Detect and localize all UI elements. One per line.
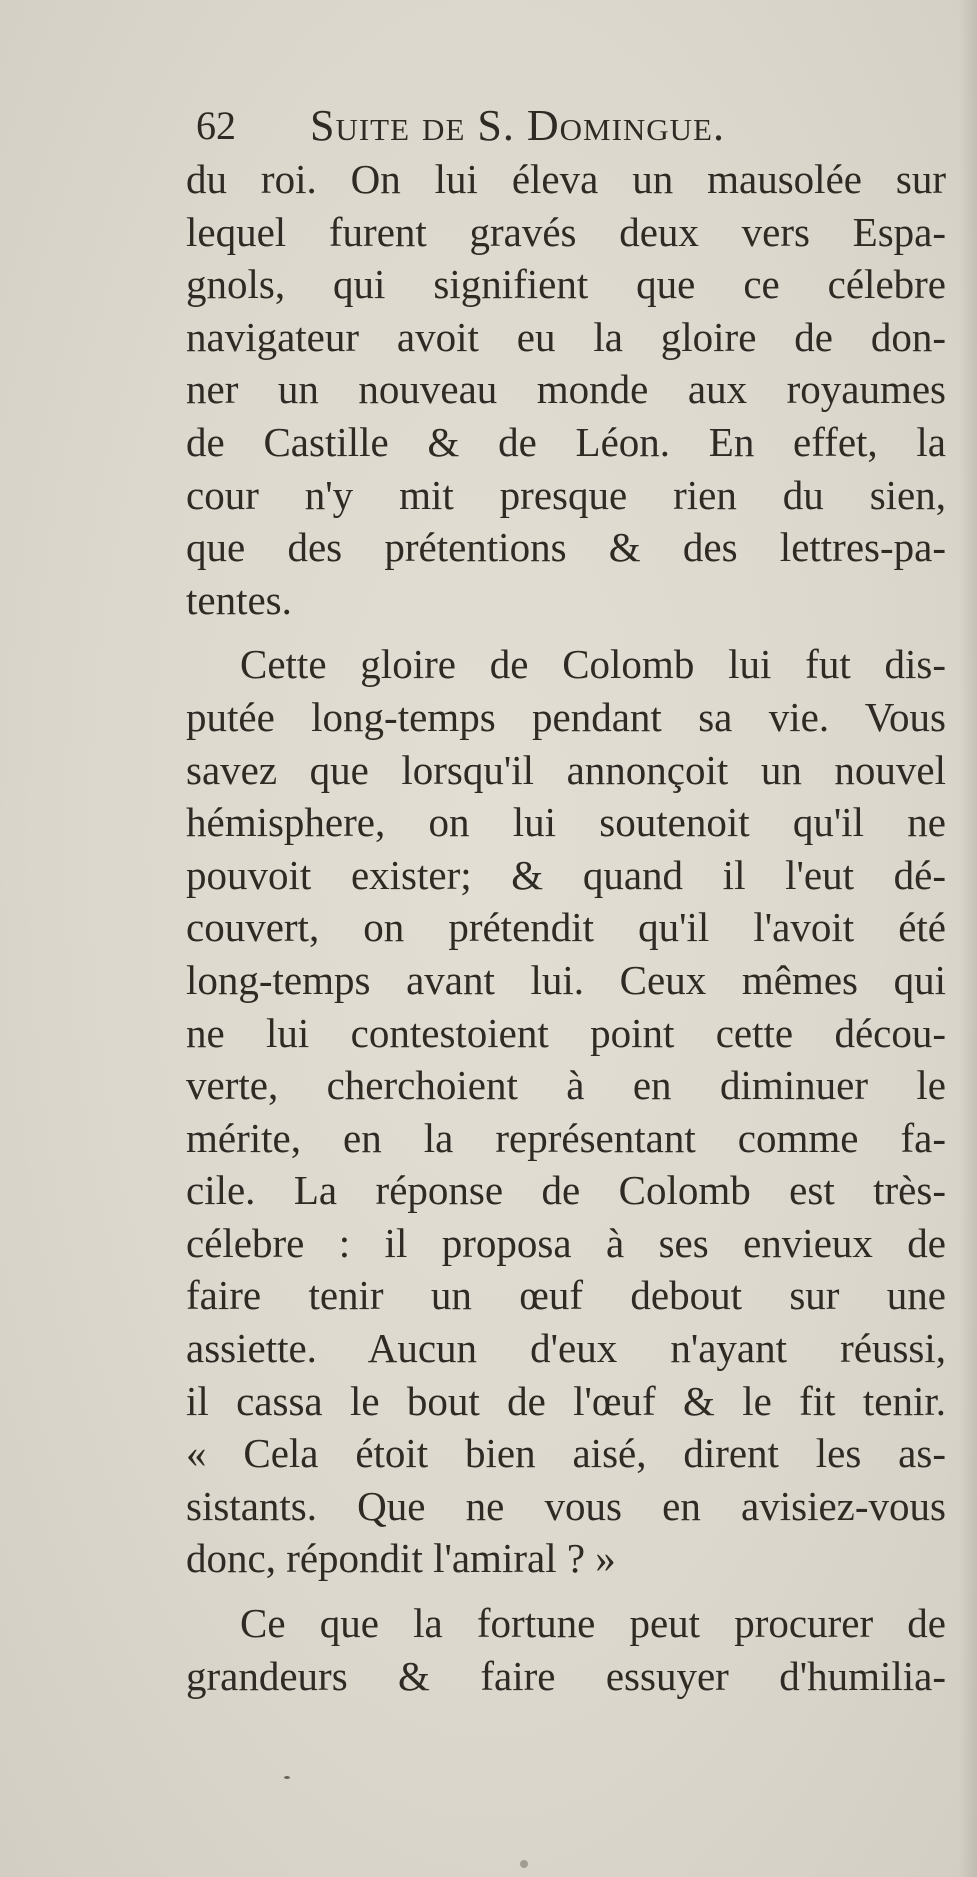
text-line: il cassa le bout de l'œuf & le fit tenir. — [186, 1377, 946, 1424]
text-line: mérite, en la représentant comme fa- — [186, 1114, 946, 1161]
text-line: Cette gloire de Colomb lui fut dis- — [240, 641, 946, 688]
text-line: faire tenir un œuf debout sur une — [186, 1272, 946, 1319]
text-line: hémisphere, on lui soutenoit qu'il ne — [186, 799, 946, 846]
text-line: couvert, on prétendit qu'il l'avoit été — [186, 904, 946, 951]
paragraph-gap — [186, 1585, 946, 1597]
text-line: cour n'y mit presque rien du sien, — [186, 471, 946, 518]
page-header — [186, 96, 886, 156]
text-line: verte, cherchoient à en diminuer le — [186, 1062, 946, 1109]
text-line: Ce que la fortune peut procurer de — [240, 1600, 946, 1647]
running-title: Suite de S. Domingue. — [310, 101, 725, 150]
text-line: putée long-temps pendant sa vie. Vous — [186, 693, 946, 740]
text-line: sistants. Que ne vous en avisiez-vous — [186, 1482, 946, 1529]
text-line: « Cela étoit bien aisé, dirent les as- — [186, 1430, 946, 1477]
text-line: de Castille & de Léon. En effet, la — [186, 418, 946, 465]
paper-speck — [520, 1860, 528, 1868]
text-line: assiette. Aucun d'eux n'ayant réussi, — [186, 1325, 946, 1372]
page-number: 62 — [196, 103, 236, 148]
text-line: cile. La réponse de Colomb est très- — [186, 1167, 946, 1214]
text-line: tentes. — [186, 576, 292, 623]
body-text — [186, 153, 946, 1702]
paragraph-3 — [186, 1597, 946, 1702]
paragraph-1 — [186, 153, 946, 626]
text-line: long-temps avant lui. Ceux mêmes qui — [186, 956, 946, 1003]
text-line: du roi. On lui éleva un mausolée sur — [186, 156, 946, 202]
text-line: grandeurs & faire essuyer d'humilia- — [186, 1652, 946, 1699]
text-line: lequel furent gravés deux vers Espa- — [186, 208, 946, 255]
text-line: savez que lorsqu'il annonçoit un nouvel — [186, 746, 946, 793]
text-line: gnols, qui signifient que ce célebre — [186, 261, 946, 308]
paper-speck — [284, 1776, 290, 1779]
paragraph-gap — [186, 626, 946, 638]
page-edge-shadow — [959, 0, 977, 1877]
paragraph-2 — [186, 638, 946, 1585]
text-line: que des prétentions & des lettres-pa- — [186, 524, 946, 571]
text-line: donc, répondit l'amiral ? » — [186, 1535, 616, 1582]
text-line: ner un nouveau monde aux royaumes — [186, 366, 946, 413]
text-line: navigateur avoit eu la gloire de don- — [186, 313, 946, 360]
text-line: pouvoit exister; & quand il l'eut dé- — [186, 851, 946, 898]
text-line: célebre : il proposa à ses envieux de — [186, 1219, 946, 1266]
text-line: ne lui contestoient point cette décou- — [186, 1009, 946, 1056]
